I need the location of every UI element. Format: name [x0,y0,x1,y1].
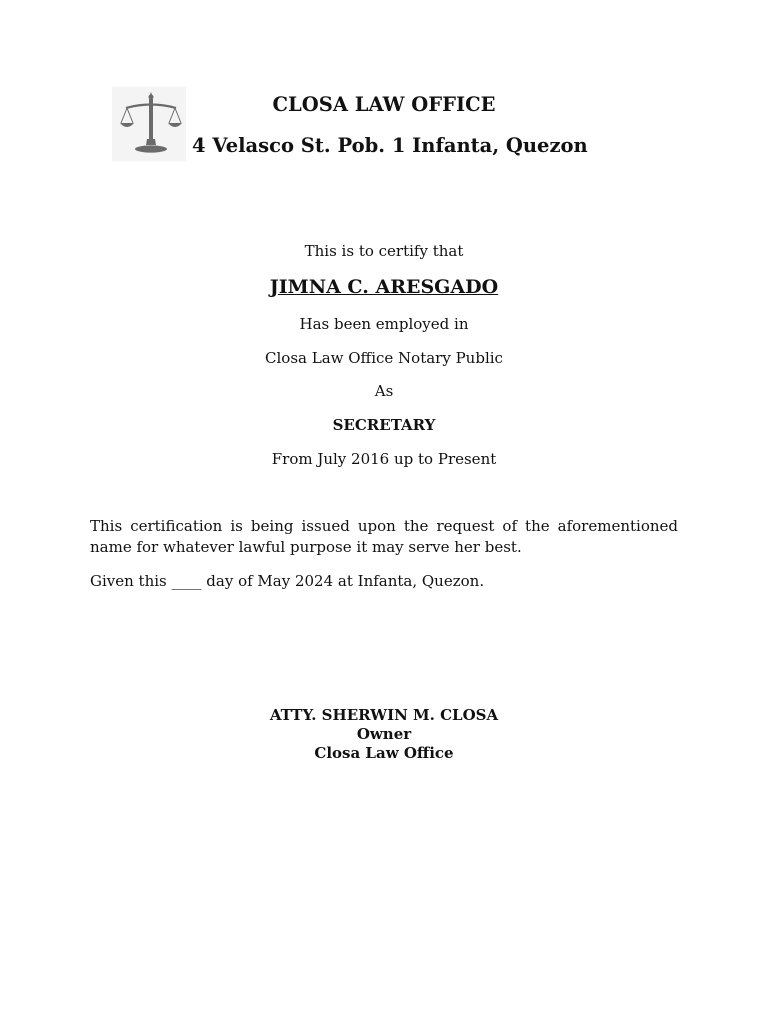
office-address-text: 4 Velasco St. Pob. 1 Infanta, Quezon [192,134,588,157]
office-address [192,134,590,157]
employee-name: JIMNA C. ARESGADO [269,276,499,298]
employment-period: From July 2016 up to Present [271,450,497,468]
as-line: As [374,382,394,400]
office-name: CLOSA LAW OFFICE [272,93,496,116]
signatory-organization: Closa Law Office [314,744,454,762]
employer-name: Closa Law Office Notary Public [265,349,503,367]
certify-intro: This is to certify that [304,242,464,260]
given-date-line: Given this ____ day of May 2024 at Infanta, Quezon. [90,572,485,590]
employed-line: Has been employed in [299,315,469,333]
position-title: SECRETARY [332,416,436,434]
signatory-name: ATTY. SHERWIN M. CLOSA [269,706,499,724]
purpose-paragraph: This certification is being issued upon the request of the aforementioned name for whatever lawful purpose it may serve her best. [90,517,678,556]
signature-block [0,706,768,763]
signatory-title: Owner [356,725,412,743]
